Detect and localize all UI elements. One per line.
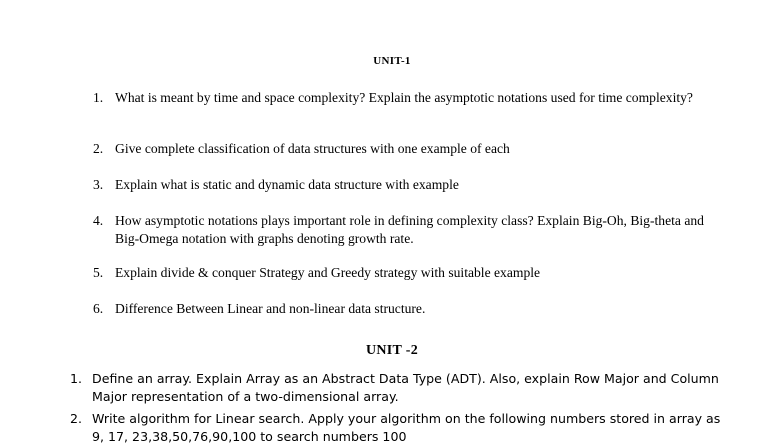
question-text: Explain divide & conquer Strategy and Greedy strategy with suitable example bbox=[115, 265, 541, 280]
unit-2-heading: UNIT -2 bbox=[365, 343, 419, 358]
question-number: 4. bbox=[93, 213, 104, 228]
question-number: 6. bbox=[93, 301, 104, 316]
question-text: Write algorithm for Linear search. Apply your algorithm on the following numbers stored in array as 9, 17, 23,38,50,76,90,100 to search numbers 100 bbox=[92, 411, 721, 444]
question-number: 2. bbox=[93, 141, 104, 156]
question-text: What is meant by time and space complexity? Explain the asymptotic notations used for time complexity? bbox=[115, 90, 693, 105]
question-text: Difference Between Linear and non-linear data structure. bbox=[115, 301, 426, 316]
unit-1-heading: UNIT-1 bbox=[373, 55, 411, 67]
question-text: Define an array. Explain Array as an Abstract Data Type (ADT). Also, explain Row Major and Column Major representation of a two-dimensional array. bbox=[92, 371, 719, 404]
question-text: Give complete classification of data structures with one example of each bbox=[115, 141, 510, 156]
question-number: 5. bbox=[93, 265, 104, 280]
question-number: 3. bbox=[93, 177, 104, 192]
question-text: How asymptotic notations plays important role in defining complexity class? Explain Big-Oh, Big-theta and Big-Omega notation with graphs denoting growth rate. bbox=[115, 213, 704, 246]
question-text: Explain what is static and dynamic data structure with example bbox=[115, 177, 459, 192]
question-number: 1. bbox=[70, 371, 83, 386]
question-number: 2. bbox=[70, 411, 83, 426]
question-number: 1. bbox=[93, 90, 104, 105]
